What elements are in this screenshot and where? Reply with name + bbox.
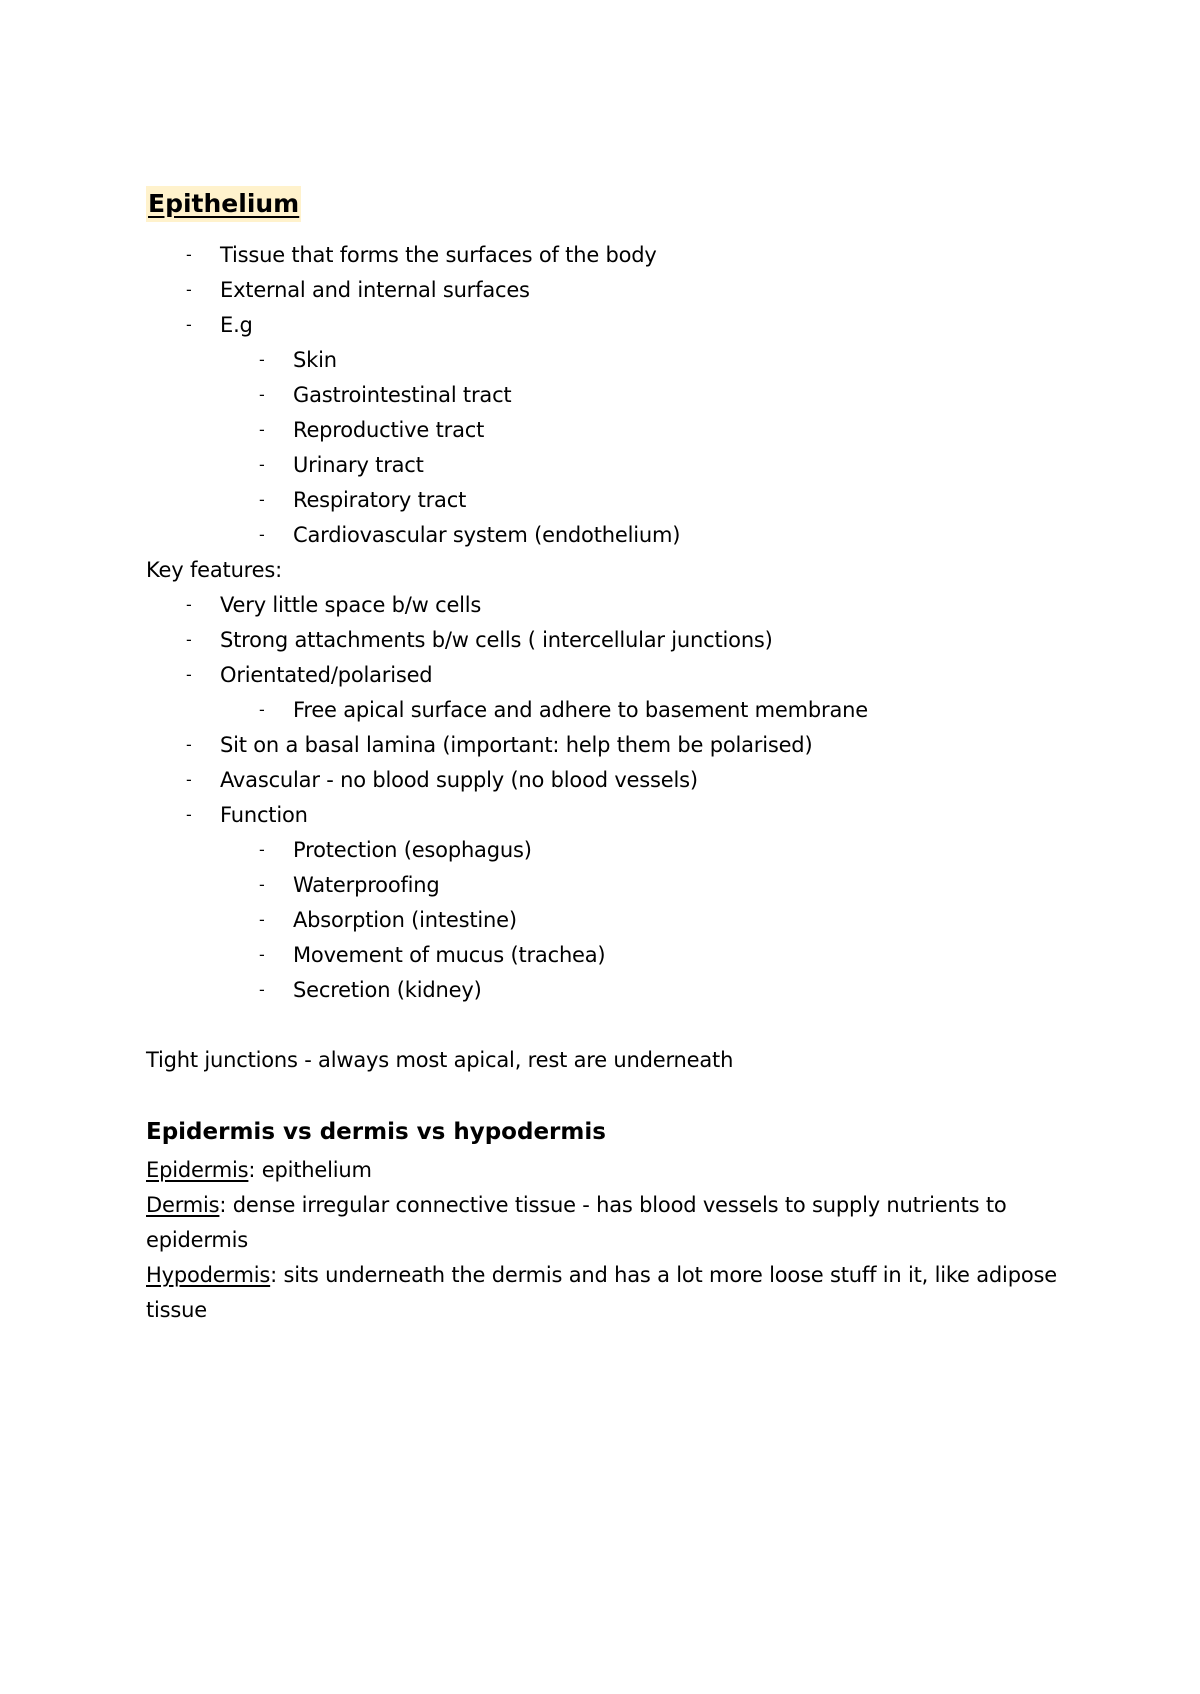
bullet-dash: - xyxy=(259,490,265,509)
epithelium-heading: Epithelium xyxy=(146,186,301,222)
feature-item: Strong attachments b/w cells ( intercellular junctions) xyxy=(220,628,773,652)
bullet-dash: - xyxy=(186,665,192,684)
example-item: Urinary tract xyxy=(293,453,424,477)
feature-item: Orientated/polarised xyxy=(220,663,433,687)
key-features-label: Key features: xyxy=(146,558,282,582)
epidermis-definition xyxy=(146,1155,372,1185)
bullet-dash: - xyxy=(186,245,192,264)
bullet-dash: - xyxy=(186,315,192,334)
epidermis-term: Epidermis xyxy=(146,1158,249,1182)
bullet-dash: - xyxy=(259,525,265,544)
bullet-dash: - xyxy=(259,455,265,474)
tight-junctions-note: Tight junctions - always most apical, rest are underneath xyxy=(146,1048,734,1072)
hypodermis-text: : sits underneath the dermis and has a lot more loose stuff in it, like adipose xyxy=(270,1263,1057,1287)
skin-layers-heading: Epidermis vs dermis vs hypodermis xyxy=(146,1119,606,1145)
hypodermis-term: Hypodermis xyxy=(146,1263,271,1287)
hypodermis-text-continued: tissue xyxy=(146,1298,207,1322)
bullet-dash: - xyxy=(186,630,192,649)
function-item: Secretion (kidney) xyxy=(293,978,482,1002)
bullet-dash: - xyxy=(186,595,192,614)
bullet-dash: - xyxy=(259,910,265,929)
feature-subitem: Free apical surface and adhere to basement membrane xyxy=(293,698,868,722)
dermis-definition xyxy=(146,1190,1007,1220)
hypodermis-definition xyxy=(146,1260,1057,1290)
feature-item: Avascular - no blood supply (no blood vessels) xyxy=(220,768,698,792)
function-item: Protection (esophagus) xyxy=(293,838,532,862)
bullet-dash: - xyxy=(259,840,265,859)
example-item: Cardiovascular system (endothelium) xyxy=(293,523,681,547)
example-item: Respiratory tract xyxy=(293,488,467,512)
feature-item: Sit on a basal lamina (important: help them be polarised) xyxy=(220,733,813,757)
bullet-dash: - xyxy=(186,805,192,824)
epidermis-text: : epithelium xyxy=(248,1158,372,1182)
example-item: Skin xyxy=(293,348,337,372)
bullet-dash: - xyxy=(259,875,265,894)
bullet-dash: - xyxy=(259,420,265,439)
bullet-item: Tissue that forms the surfaces of the body xyxy=(220,243,657,267)
bullet-dash: - xyxy=(259,945,265,964)
example-item: Gastrointestinal tract xyxy=(293,383,512,407)
bullet-item: E.g xyxy=(220,313,253,337)
bullet-dash: - xyxy=(186,735,192,754)
bullet-item: External and internal surfaces xyxy=(220,278,530,302)
dermis-text: : dense irregular connective tissue - has blood vessels to supply nutrients to xyxy=(219,1193,1007,1217)
example-item: Reproductive tract xyxy=(293,418,485,442)
bullet-dash: - xyxy=(259,385,265,404)
bullet-dash: - xyxy=(259,980,265,999)
bullet-dash: - xyxy=(259,350,265,369)
dermis-term: Dermis xyxy=(146,1193,220,1217)
feature-item: Very little space b/w cells xyxy=(220,593,482,617)
feature-item: Function xyxy=(220,803,308,827)
bullet-dash: - xyxy=(186,280,192,299)
function-item: Waterproofing xyxy=(293,873,440,897)
function-item: Absorption (intestine) xyxy=(293,908,517,932)
dermis-text-continued: epidermis xyxy=(146,1228,249,1252)
function-item: Movement of mucus (trachea) xyxy=(293,943,606,967)
bullet-dash: - xyxy=(259,700,265,719)
bullet-dash: - xyxy=(186,770,192,789)
